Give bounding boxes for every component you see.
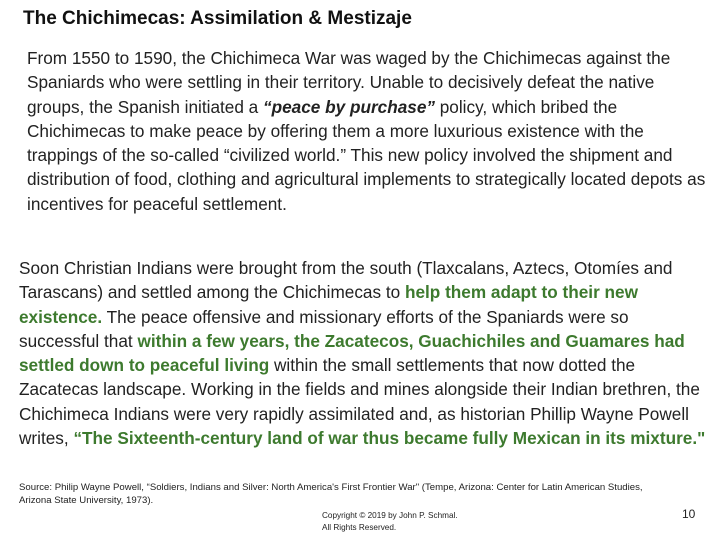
copyright-line: Copyright © 2019 by John P. Schmal. [322,511,458,520]
paragraph2-text-1: Soon Christian Indians were brought from the south (Tlaxcalans, Aztecs, Otomíes and Tarascans) and settled among the Chichimecas to [19,258,673,303]
paragraph1-text-start: From 1550 to 1590, the Chichimeca War was waged by the Chichimecas against the Spaniards who were settling in their territory. Unable to decisively defeat the native groups, the Spanish initiated a [27,48,671,117]
paragraph2-text-3: within the small settlements that now dotted the Zacatecas landscape. Working in the fields and mines alongside their Indian brethren, the Chichimeca Indians were very rapidly assimilated and, as historian Phillip Wayne Powell writes, [19,355,700,449]
source-citation: Source: Philip Wayne Powell, “Soldiers, Indians and Silver: North America's First Frontier War" (Tempe, Arizona: Center for Latin American Studies, Arizona State University, 1973). [19,482,643,506]
slide-title: The Chichimecas: Assimilation & Mestizaje [23,8,412,29]
highlight-powell-quote: “The Sixteenth-century land of war thus became fully Mexican in its mixture." [73,428,706,449]
highlight-adapt-existence: help them adapt to their new existence. [19,282,638,327]
paragraph-assimilation [19,256,713,450]
peace-by-purchase-emphasis: “peace by purchase” [263,96,435,117]
highlight-peaceful-living: within a few years, the Zacatecos, Guachichiles and Guamares had settled down to peaceful living [19,330,685,376]
paragraph1-text-end: policy, which bribed the Chichimecas to make peace by offering them a more luxurious existence with the trappings of the so-called “civilized world.” This new policy involved the shipment and distribution of food, clothing and agricultural implements to strategically located depots as incentives for peaceful settlement. [27,96,706,214]
rights-reserved-line: All Rights Reserved. [322,523,397,532]
paragraph2-text-2: The peace offensive and missionary efforts of the Spaniards were so successful that [19,306,629,351]
copyright-notice [322,510,458,534]
page-number: 10 [682,507,696,521]
paragraph-chichimeca-war [27,46,713,216]
